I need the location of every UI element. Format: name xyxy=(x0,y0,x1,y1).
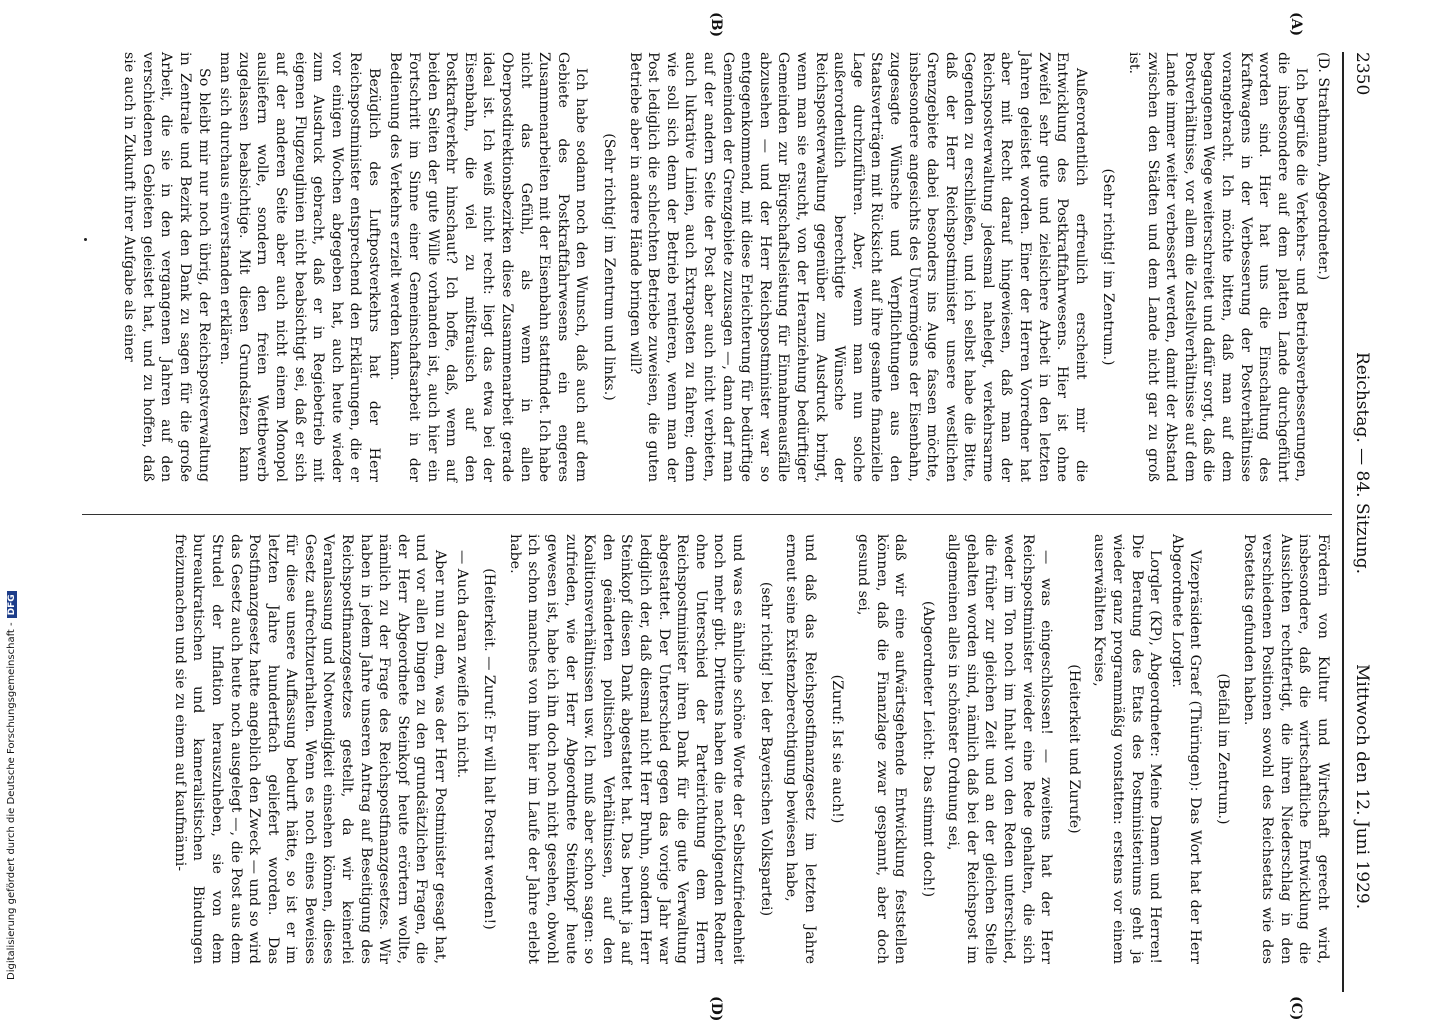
paragraph: Bezüglich des Luftpostverkehrs hat der Herr Reichspostminister entsprechend den Erklärungen, die er vor einigen Wochen abgegeben hat, auch heute wieder zum Ausdruck gebracht, daß er in Regiebetrieb mit eigenen Flugzeuglinien nicht beabsichtigt sei, daß er sich auf der anderen Seite aber auch nicht einem Monopol ausliefern wolle, sondern den freien Wettbewerb zugelassen beabsichtige. Mit diesen Grundsätzen kann man sich durchaus einverstanden erklären. xyxy=(217,52,382,482)
interjection: (Sehr richtig! im Zentrum.) xyxy=(1100,168,1117,366)
paragraph: Ich begrüße die Verkehrs- und Betriebsverbesserungen, die insbesondere auf dem platten Lande durchgeführt worden sind. Hier hat uns die Einschaltung des Kraftwagens in der Verbesserung der Postverhältnisse vorangebracht. Ich möchte bitten, daß man auf dem begangenen Wege weiterschreitet und dafür sorgt, daß die Postverhältnisse, vor allem die Zustellverhältnisse auf dem Lande immer weiter verbessert werden, damit der Abstand zwischen den Städten und dem Lande nicht gar zu groß ist. xyxy=(1126,52,1310,482)
margin-marker-d: (D) xyxy=(708,996,724,1021)
right-column xyxy=(167,534,1332,964)
column-divider xyxy=(82,514,1332,515)
left-column xyxy=(117,52,1332,482)
paragraph: und was es ähnliche schöne Worte der Selbstzufriedenheit noch mehr gibt. Drittens haben die nachfolgenden Redner ohne Unterschied der Parteirichtung dem Herrn Reichspostminister ihren Dank für die gute Verwaltung abgestattet. Der Unterschied gegen das vorige Jahr war lediglich der, daß diesmal nicht Herr Bruhn, sondern Herr Steinkopf diesen Dank abgestattet hat. Das beruht ja auf den geänderten politischen Verhältnissen, auf den Koalitionsverhältnissen usw. Ich muß aber schon sagen: so zufrieden, wie der Herr Abgeordnete Steinkopf heute gewesen ist, habe ich ihn doch noch nicht gesehen, obwohl ich schon manches von ihm hier im Laufe der Jahre erlebt habe. xyxy=(506,534,746,964)
paragraph: Förderin von Kultur und Wirtschaft gerecht wird, insbesondere, daß die wirtschaftliche Entwicklung die Aussichten rechtfertigt, die ihren Niederschlag in den verschiedenen Positionen sowohl des Reichsetats wie des Postetats gefunden haben. xyxy=(1240,534,1331,964)
paragraph: Außerordentlich erfreulich erscheint mir die Entwicklung des Postkraftfahrwesens. Hier ist ohne Zweifel sehr gute und zielsichere Arbeit in den letzten Jahren geleistet worden. Einer der Herren Vorredner hat aber mit Recht darauf hingewiesen, daß man der Reichspostverwaltung jedesmal nahelegt, verkehrsarme Gegenden zu erschließen, und ich selbst habe die Bitte, daß der Herr Reichspostminister unsere westlichen Grenzgebiete dabei besonders ins Auge fassen möchte, insbesondere angesichts des Unvermögens der Eisenbahn, zugesagte Wünsche und Verpflichtungen aus den Staatsverträgen mit Rücksicht auf ihre gesamte finanzielle Lage durchzuführen. Aber, wenn man nun solche außerordentlich berechtigte Wünsche der Reichspostverwaltung gegenüber zum Ausdruck bringt, wenn man sie ersucht, von der Heranziehung bedürftiger Gemeinden zur Bürgschaftsleistung für Einnahmeausfälle abzusehen — und der Herr Reichspostminister war so entgegenkommend, mit diese Erleichterung für bedürftige Gemeinden der Grenzgebiete zuzusagen —, dann darf man auf der andern Seite der Post aber auch nicht verbieten, auch lukrative Linien, auch Extraposten zu fahren; denn wie soll sich denn der Betrieb rentieren, wenn man der Post lediglich die schlechten Betriebe zuweisen, die guten Betriebe aber in andere Hände bringen will? xyxy=(626,52,1089,482)
header-left-title: Reichstag. — 84. Sitzung. xyxy=(1352,352,1372,575)
header-right-title: Mittwoch den 12. Juni 1929. xyxy=(1352,664,1372,910)
paragraph: Aber nun zu dem, was der Herr Postminister gesagt hat, und vor allen Dingen zu den grundsätzlichen Fragen, die der Herr Abgeordnete Steinkopf heute erörtern wollte, nämlich zu der Frage des Reichspostfinanzgesetzes. Wir haben in jedem Jahre unseren Antrag auf Beseitigung des Reichspostfinanzgesetzes gestellt, da wir keinerlei Veranlassung und Notwendigkeit einsehen können, dieses Gesetz aufrechtzuerhalten. Wenn es noch eines Beweises für diese unsere Auffassung bedurft hätte, so ist er im letzten Jahre hundertfach geliefert worden. Das Postfinanzgesetz hatte angeblich den Zweck — und so wird das Gesetz auch heute noch ausgelegt —, die Post aus dem Strudel der Inflation herauszuheben, sie von dem bureaukratischen und kameralistischen Bindungen freizumachen und sie zu einem auf kaufmänni- xyxy=(171,534,449,964)
document-page xyxy=(72,12,1372,1021)
margin-marker-c: (C) xyxy=(1288,996,1304,1021)
paragraph: Lorgler (KP), Abgeordneter: Meine Damen und Herren! Die Beratung des Etats des Postministeriums geht ja wieder ganz programmäßig vonstatten: erstens vor einem auserwählten Kreise, xyxy=(1091,534,1164,964)
paragraph: (D. Strathmann, Abgeordneter.) xyxy=(1315,52,1331,281)
interjection: (sehr richtig! bei der Bayerischen Volkspartei) xyxy=(757,581,774,917)
scan-speck xyxy=(84,238,87,241)
paragraph: — was eingeschlossen! — zweitens hat der Herr Reichspostminister wieder eine Rede gehalten, die sich weder im Ton noch im Inhalt von den Reden unterschied, die früher zur gleichen Zeit und an der gleichen Stelle gehalten worden sind, nämlich daß bei der Reichspost im allgemeinen alles in schönster Ordnung sei, xyxy=(945,534,1055,964)
margin-marker-b: (B) xyxy=(708,12,724,38)
paragraph: — Auch daran zweifle ich nicht. xyxy=(453,550,470,779)
digitization-credit xyxy=(6,580,22,980)
interjection: (Sehr richtig! im Zentrum und links.) xyxy=(601,133,618,401)
page-header xyxy=(1346,52,1372,992)
paragraph: und daß das Reichspostfinanzgesetz im letzten Jahre erneut seine Existenzberechtigung bewiesen habe, xyxy=(783,534,818,964)
interjection: (Beifall im Zentrum.) xyxy=(1215,673,1232,825)
header-rule xyxy=(1342,52,1344,992)
paragraph: Ich habe sodann noch den Wunsch, daß auch auf dem Gebiete des Postkraftfahrwesens ein engeres Zusammenarbeiten mit der Eisenbahn stattfindet. Ich habe nicht das Gefühl, als wenn in allen Oberpostdirektionsbezirken diese Zusammenarbeit gerade ideal ist. Ich weiß nicht recht: liegt das etwa bei der Eisenbahn, die viel zu mißtrauisch auf den Postkraftverkehr hinschaut? Ich hoffe, daß, wenn auf beiden Seiten der gute Wille vorhanden ist, auch hier ein Fortschritt im Sinne einer Gemeinschaftsarbeit in der Bedienung des Verkehrs erzielt werden kann. xyxy=(387,52,590,482)
interjection: (Zuruf: Ist sie auch!) xyxy=(829,674,846,824)
credit-text: Digitalisierung gefördert durch die Deutsche Forschungsgemeinschaft - xyxy=(6,622,17,980)
interjection: (Heiterkeit. — Zuruf: Er will halt Postrat werden!) xyxy=(481,568,498,930)
interjection: (Abgeordneter Leicht: Das stimmt doch!) xyxy=(919,600,936,898)
paragraph: daß wir eine aufwärtsgehende Entwicklung feststellen können, daß die Finanzlage zwar gespannt, aber doch gesund sei, xyxy=(854,534,909,964)
paragraph: So bleibt mir nur noch übrig, der Reichspostverwaltung in Zentrale und Bezirk den Dank zu sagen für die große Arbeit, die sie in den vergangenen Jahren auf den verschiedenen Gebieten geleistet hat, und zu hoffen, daß sie auch in Zukunft ihrer Aufgabe als einer xyxy=(121,52,212,482)
interjection: (Heiterkeit und Zurufe) xyxy=(1065,664,1082,834)
dfg-logo: DFG xyxy=(7,591,17,618)
page-number: 2350 xyxy=(1352,52,1372,96)
margin-marker-a: (A) xyxy=(1288,12,1304,37)
paragraph: Vizepräsident Graef (Thüringen): Das Wort hat der Herr Abgeordnete Lorgler. xyxy=(1168,534,1204,964)
